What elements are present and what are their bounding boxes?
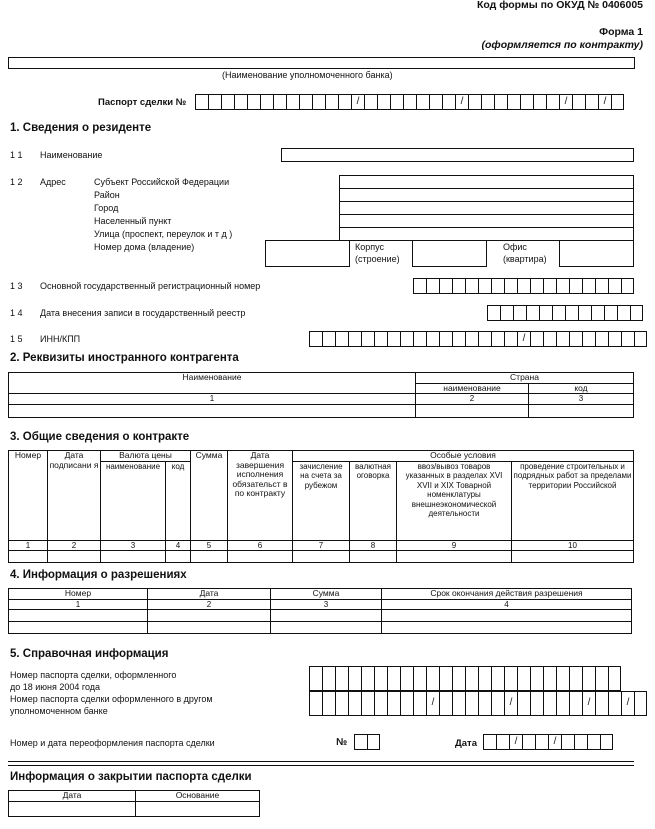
col-date: Дата (9, 791, 136, 802)
char-cell[interactable] (556, 666, 569, 691)
char-cell[interactable] (426, 666, 439, 691)
col-number: 2 (48, 540, 101, 551)
table-cell[interactable] (101, 551, 166, 563)
char-cell[interactable] (595, 691, 608, 716)
char-cell[interactable] (429, 94, 442, 110)
char-cell[interactable] (543, 278, 556, 294)
char-cell[interactable] (322, 331, 335, 347)
char-cell[interactable] (517, 278, 530, 294)
char-cell[interactable] (578, 305, 591, 321)
char-cell[interactable] (439, 331, 452, 347)
char-cell[interactable] (374, 666, 387, 691)
table-cell[interactable] (191, 551, 228, 563)
char-cell[interactable] (309, 691, 322, 716)
char-cell[interactable] (309, 331, 322, 347)
slash-cell[interactable]: / (509, 734, 522, 750)
char-cell[interactable] (517, 691, 530, 716)
section-2-title: 2. Реквизиты иностранного контрагента (10, 352, 239, 364)
passport-number-cells[interactable] (195, 94, 624, 110)
section-3-title: 3. Общие сведения о контракте (10, 431, 190, 443)
char-cell[interactable] (621, 278, 634, 294)
ref-line-2: до 18 июня 2004 года (10, 682, 101, 692)
table-cell[interactable] (382, 610, 632, 622)
char-cell[interactable] (452, 666, 465, 691)
char-cell[interactable] (325, 94, 338, 110)
section-4-title: 4. Информация о разрешениях (10, 569, 187, 581)
char-cell[interactable] (561, 734, 574, 750)
char-cell[interactable] (483, 734, 496, 750)
reissue-number-cells[interactable] (354, 734, 380, 750)
char-cell[interactable] (600, 734, 613, 750)
col-number: 7 (293, 540, 350, 551)
char-cell[interactable] (595, 331, 608, 347)
korpus-sub-label: (строение) (355, 254, 400, 264)
bank-caption: (Наименование уполномоченного банка) (222, 70, 393, 80)
reissue-date-cells[interactable] (483, 734, 613, 750)
ogrn-label: Основной государственный регистрационный номер (40, 281, 261, 291)
table-cell[interactable] (9, 622, 148, 634)
slash-cell[interactable]: / (621, 691, 634, 716)
city-field[interactable] (339, 201, 634, 215)
table-cell[interactable] (9, 551, 48, 563)
char-cell[interactable] (465, 666, 478, 691)
col-abroad: зачисление на счета за рубежом (293, 461, 350, 540)
divider (8, 761, 634, 762)
col-end-date: Дата завершения исполнения обязательст в по контракту (228, 451, 293, 541)
table-cell[interactable] (512, 551, 634, 563)
char-cell[interactable] (390, 94, 403, 110)
char-cell[interactable] (617, 305, 630, 321)
char-cell[interactable] (572, 94, 585, 110)
addr-street-label: Улица (проспект, переулок и т д ) (94, 229, 233, 239)
char-cell[interactable] (465, 331, 478, 347)
slash-cell[interactable]: / (455, 94, 468, 110)
street-field[interactable] (339, 227, 634, 241)
char-cell[interactable] (507, 94, 520, 110)
other-bank-passport-cells[interactable] (309, 691, 647, 716)
table-cell[interactable] (397, 551, 512, 563)
col-number: 4 (166, 540, 191, 551)
char-cell[interactable] (569, 278, 582, 294)
addr-city-label: Город (94, 203, 119, 213)
char-cell[interactable] (247, 94, 260, 110)
char-cell[interactable] (387, 666, 400, 691)
bank-name-field[interactable] (8, 57, 635, 69)
addr-locality-label: Населенный пункт (94, 216, 172, 226)
char-cell[interactable] (539, 305, 552, 321)
char-cell[interactable] (595, 278, 608, 294)
char-cell[interactable] (491, 666, 504, 691)
char-cell[interactable] (504, 331, 517, 347)
char-cell[interactable] (273, 94, 286, 110)
col-number: 8 (350, 540, 397, 551)
char-cell[interactable] (452, 691, 465, 716)
col-number: 1 (9, 599, 148, 610)
number-sign: № (336, 737, 348, 748)
char-cell[interactable] (221, 94, 234, 110)
char-cell[interactable] (634, 331, 647, 347)
korpus-label: Корпус (355, 242, 385, 252)
col-country-code: код (529, 383, 634, 394)
char-cell[interactable] (478, 666, 491, 691)
col-amount: Сумма (271, 589, 382, 600)
char-cell[interactable] (403, 94, 416, 110)
addr-region-label: Субъект Российской Федерации (94, 177, 230, 187)
char-cell[interactable] (413, 331, 426, 347)
char-cell[interactable] (487, 305, 500, 321)
section-1-title: 1. Сведения о резиденте (10, 122, 152, 134)
col-number: Номер (9, 451, 48, 541)
office-field[interactable] (559, 240, 634, 267)
addr-house-label: Номер дома (владение) (94, 242, 195, 252)
inn-label: ИНН/КПП (40, 334, 81, 344)
char-cell[interactable] (374, 331, 387, 347)
name-label: Наименование (40, 150, 103, 160)
char-cell[interactable] (530, 331, 543, 347)
col-clause: валютная оговорка (350, 461, 397, 540)
char-cell[interactable] (569, 666, 582, 691)
slash-cell[interactable]: / (548, 734, 561, 750)
char-cell[interactable] (496, 734, 509, 750)
region-field[interactable] (339, 175, 634, 189)
item-number: 1 3 (10, 281, 23, 291)
char-cell[interactable] (478, 691, 491, 716)
char-cell[interactable] (400, 691, 413, 716)
form-note: (оформляется по контракту) (481, 39, 643, 51)
ogrn-cells[interactable] (413, 278, 634, 294)
col-number: 10 (512, 540, 634, 551)
col-number: 2 (416, 394, 529, 405)
char-cell[interactable] (312, 94, 325, 110)
col-number: 3 (271, 599, 382, 610)
char-cell[interactable] (530, 691, 543, 716)
item-number: 1 1 (10, 150, 23, 160)
col-currency-name: наименование (101, 461, 166, 540)
table-cell[interactable] (529, 404, 634, 417)
char-cell[interactable] (439, 278, 452, 294)
char-cell[interactable] (556, 331, 569, 347)
char-cell[interactable] (452, 331, 465, 347)
table-cell[interactable] (148, 622, 271, 634)
office-label: Офис (503, 242, 527, 252)
char-cell[interactable] (335, 691, 348, 716)
char-cell[interactable] (517, 666, 530, 691)
address-label: Адрес (40, 177, 66, 187)
slash-cell[interactable]: / (517, 331, 530, 347)
contract-table (8, 450, 634, 563)
char-cell[interactable] (335, 666, 348, 691)
char-cell[interactable] (530, 666, 543, 691)
char-cell[interactable] (416, 94, 429, 110)
col-expiry: Срок окончания действия разрешения (382, 589, 632, 600)
char-cell[interactable] (604, 305, 617, 321)
char-cell[interactable] (608, 278, 621, 294)
char-cell[interactable] (439, 691, 452, 716)
col-currency: Валюта цены (101, 451, 191, 462)
inn-kpp-cells[interactable] (309, 331, 647, 347)
char-cell[interactable] (582, 331, 595, 347)
char-cell[interactable] (478, 331, 491, 347)
char-cell[interactable] (400, 666, 413, 691)
char-cell[interactable] (335, 331, 348, 347)
char-cell[interactable] (367, 734, 380, 750)
char-cell[interactable] (286, 94, 299, 110)
col-number: 2 (148, 599, 271, 610)
form-number: Форма 1 (599, 26, 643, 38)
char-cell[interactable] (569, 691, 582, 716)
locality-field[interactable] (339, 214, 634, 228)
char-cell[interactable] (364, 94, 377, 110)
col-number: 5 (191, 540, 228, 551)
char-cell[interactable] (439, 666, 452, 691)
addr-district-label: Район (94, 190, 120, 200)
col-number: 1 (9, 394, 416, 405)
char-cell[interactable] (491, 278, 504, 294)
char-cell[interactable] (526, 305, 539, 321)
char-cell[interactable] (543, 331, 556, 347)
char-cell[interactable] (574, 734, 587, 750)
col-special: Особые условия (293, 451, 634, 462)
char-cell[interactable] (582, 666, 595, 691)
char-cell[interactable] (387, 691, 400, 716)
table-cell[interactable] (293, 551, 350, 563)
old-passport-cells[interactable] (309, 666, 621, 691)
col-name: Наименование (9, 373, 416, 394)
char-cell[interactable] (400, 331, 413, 347)
char-cell[interactable] (504, 278, 517, 294)
permits-table (8, 588, 632, 634)
table-cell[interactable] (416, 404, 529, 417)
char-cell[interactable] (491, 691, 504, 716)
table-cell[interactable] (382, 622, 632, 634)
char-cell[interactable] (354, 734, 367, 750)
char-cell[interactable] (608, 331, 621, 347)
char-cell[interactable] (556, 278, 569, 294)
char-cell[interactable] (535, 734, 548, 750)
col-currency-code: код (166, 461, 191, 540)
char-cell[interactable] (565, 305, 578, 321)
char-cell[interactable] (552, 305, 565, 321)
char-cell[interactable] (533, 94, 546, 110)
char-cell[interactable] (322, 666, 335, 691)
item-number: 1 4 (10, 308, 23, 318)
section-5-title: 5. Справочная информация (10, 648, 169, 660)
char-cell[interactable] (478, 278, 491, 294)
char-cell[interactable] (611, 94, 624, 110)
table-cell[interactable] (148, 610, 271, 622)
table-cell[interactable] (9, 610, 148, 622)
char-cell[interactable] (591, 305, 604, 321)
char-cell[interactable] (621, 331, 634, 347)
char-cell[interactable] (582, 278, 595, 294)
col-number: 6 (228, 540, 293, 551)
col-date: Дата (148, 589, 271, 600)
table-cell[interactable] (9, 404, 416, 417)
char-cell[interactable] (361, 666, 374, 691)
col-works: проведение строительных и подрядных работ за пределами территории Российской (512, 461, 634, 540)
col-sign-date: Дата подписани я (48, 451, 101, 541)
item-number: 1 2 (10, 177, 23, 187)
char-cell[interactable] (530, 278, 543, 294)
char-cell[interactable] (522, 734, 535, 750)
slash-cell[interactable]: / (426, 691, 439, 716)
char-cell[interactable] (543, 666, 556, 691)
col-number: 3 (101, 540, 166, 551)
table-cell[interactable] (228, 551, 293, 563)
col-number: 9 (397, 540, 512, 551)
slash-cell[interactable]: / (598, 94, 611, 110)
date-label: Дата (455, 738, 477, 749)
char-cell[interactable] (595, 666, 608, 691)
char-cell[interactable] (348, 666, 361, 691)
char-cell[interactable] (309, 666, 322, 691)
char-cell[interactable] (208, 94, 221, 110)
table-cell[interactable] (9, 801, 136, 816)
table-cell[interactable] (271, 622, 382, 634)
char-cell[interactable] (322, 691, 335, 716)
table-cell[interactable] (48, 551, 101, 563)
char-cell[interactable] (348, 331, 361, 347)
char-cell[interactable] (413, 666, 426, 691)
char-cell[interactable] (260, 94, 273, 110)
counterparty-table (8, 372, 634, 418)
entry-date-cells[interactable] (487, 305, 643, 321)
char-cell[interactable] (377, 94, 390, 110)
char-cell[interactable] (520, 94, 533, 110)
char-cell[interactable] (543, 691, 556, 716)
char-cell[interactable] (426, 331, 439, 347)
char-cell[interactable] (569, 331, 582, 347)
slash-cell[interactable]: / (351, 94, 364, 110)
col-number: 4 (382, 599, 632, 610)
resident-name-field[interactable] (281, 148, 634, 162)
passport-label: Паспорт сделки № (98, 97, 187, 108)
char-cell[interactable] (494, 94, 507, 110)
korpus-field[interactable] (412, 240, 487, 267)
ref-line-1: Номер паспорта сделки, оформленного (10, 670, 177, 680)
slash-cell[interactable]: / (559, 94, 572, 110)
char-cell[interactable] (608, 691, 621, 716)
ref-line-3: Номер паспорта сделки оформленного в другом (10, 694, 213, 704)
form-code: Код формы по ОКУД № 0406005 (476, 0, 643, 11)
char-cell[interactable] (481, 94, 494, 110)
char-cell[interactable] (546, 94, 559, 110)
house-field[interactable] (265, 240, 350, 267)
char-cell[interactable] (442, 94, 455, 110)
ref-line-4: уполномоченном банке (10, 706, 108, 716)
char-cell[interactable] (465, 278, 478, 294)
char-cell[interactable] (500, 305, 513, 321)
col-goods: ввоз/вывоз товаров указанных в разделах XVI XVII и XIX Товарной номенклатуры внешнеэкономической деятельности (397, 461, 512, 540)
char-cell[interactable] (195, 94, 208, 110)
char-cell[interactable] (338, 94, 351, 110)
table-cell[interactable] (136, 801, 260, 816)
char-cell[interactable] (465, 691, 478, 716)
district-field[interactable] (339, 188, 634, 202)
col-country: Страна (416, 373, 634, 384)
closing-title: Информация о закрытии паспорта сделки (10, 771, 252, 783)
char-cell[interactable] (348, 691, 361, 716)
char-cell[interactable] (361, 691, 374, 716)
col-reason: Основание (136, 791, 260, 802)
closing-table (8, 790, 260, 817)
char-cell[interactable] (234, 94, 247, 110)
char-cell[interactable] (585, 94, 598, 110)
char-cell[interactable] (556, 691, 569, 716)
char-cell[interactable] (426, 278, 439, 294)
slash-cell[interactable]: / (504, 691, 517, 716)
divider (8, 765, 634, 766)
char-cell[interactable] (634, 691, 647, 716)
char-cell[interactable] (608, 666, 621, 691)
char-cell[interactable] (452, 278, 465, 294)
char-cell[interactable] (374, 691, 387, 716)
char-cell[interactable] (413, 278, 426, 294)
char-cell[interactable] (491, 331, 504, 347)
col-amount: Сумма (191, 451, 228, 541)
item-number: 1 5 (10, 334, 23, 344)
char-cell[interactable] (299, 94, 312, 110)
char-cell[interactable] (413, 691, 426, 716)
slash-cell[interactable]: / (582, 691, 595, 716)
table-cell[interactable] (271, 610, 382, 622)
char-cell[interactable] (630, 305, 643, 321)
char-cell[interactable] (504, 666, 517, 691)
char-cell[interactable] (513, 305, 526, 321)
reissue-label: Номер и дата переоформления паспорта сделки (10, 738, 215, 748)
table-cell[interactable] (350, 551, 397, 563)
char-cell[interactable] (587, 734, 600, 750)
char-cell[interactable] (361, 331, 374, 347)
char-cell[interactable] (468, 94, 481, 110)
entry-date-label: Дата внесения записи в государственный реестр (40, 308, 246, 318)
table-cell[interactable] (166, 551, 191, 563)
col-number: 1 (9, 540, 48, 551)
col-number: 3 (529, 394, 634, 405)
office-sub-label: (квартира) (503, 254, 547, 264)
col-country-name: наименование (416, 383, 529, 394)
char-cell[interactable] (387, 331, 400, 347)
col-number: Номер (9, 589, 148, 600)
